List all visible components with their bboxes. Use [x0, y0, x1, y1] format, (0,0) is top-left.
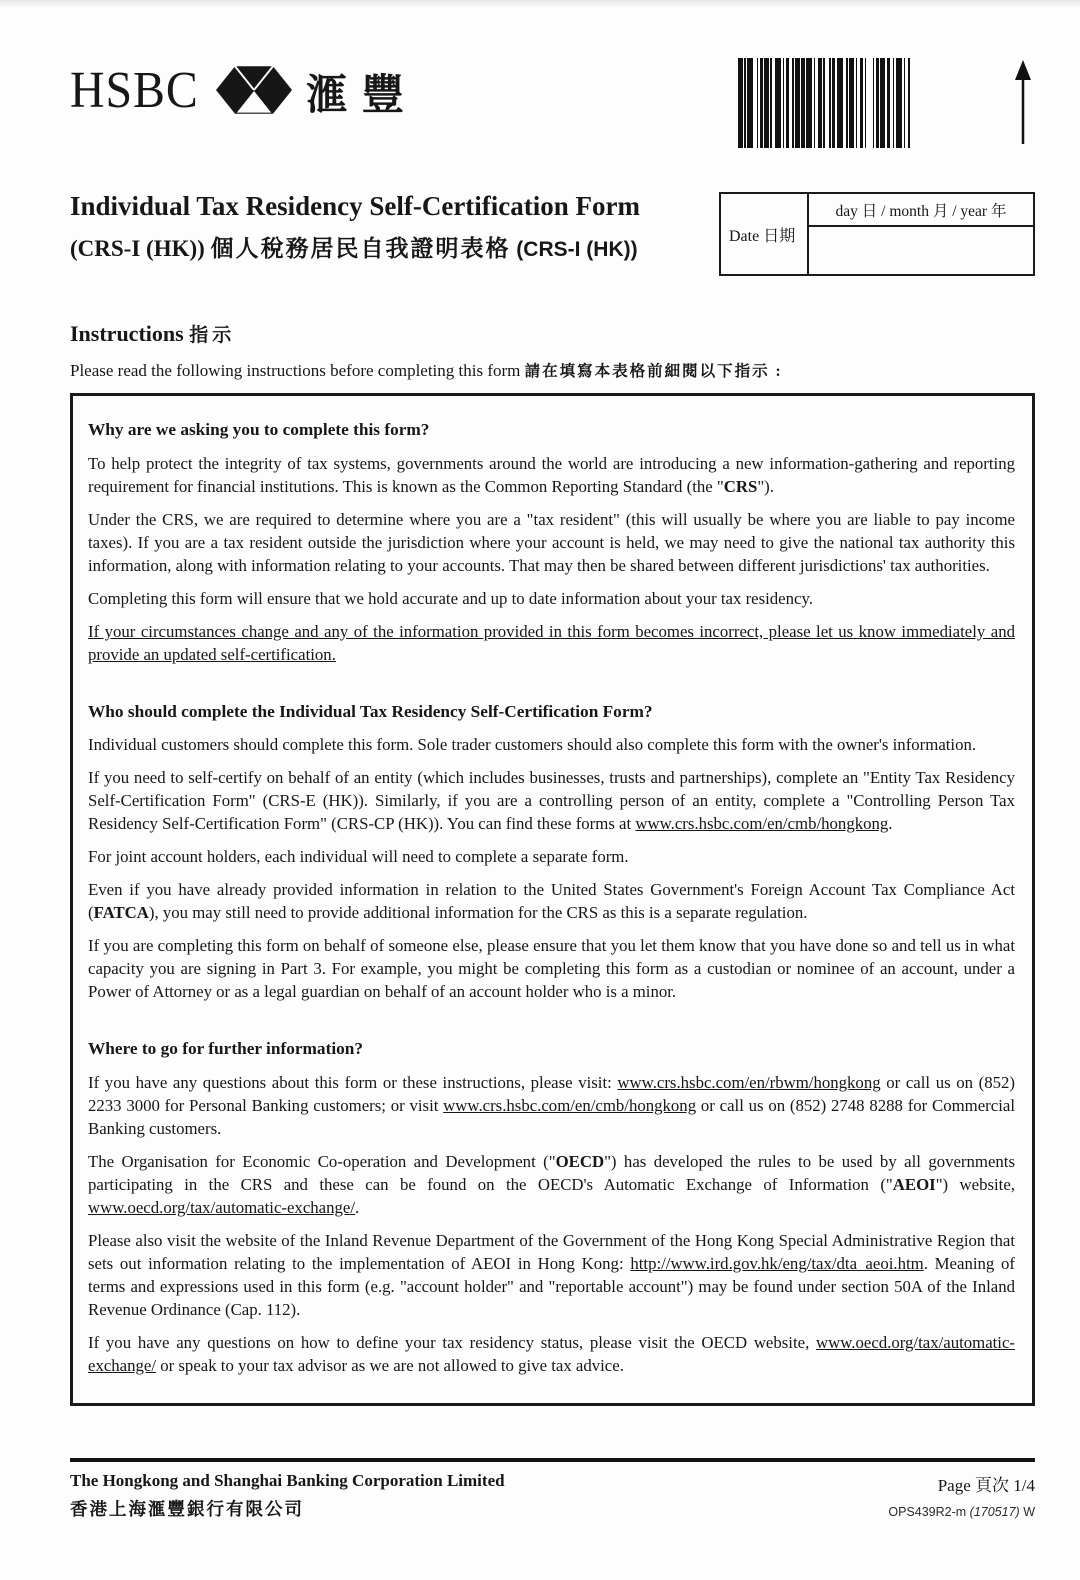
page-header — [70, 52, 1035, 172]
page-footer — [70, 1458, 1035, 1521]
instruction-heading — [88, 418, 1015, 442]
footer-form-code-suffix: W — [1023, 1505, 1035, 1519]
barcode — [738, 58, 910, 148]
instructions-heading-cjk: 指示 — [189, 325, 236, 346]
link[interactable]: www.crs.hsbc.com/en/cmb/hongkong — [443, 1096, 697, 1116]
text-segment: Even if you have already provided information in relation to the United States Government's Foreign Account Tax Compliance Act ( — [88, 880, 1015, 923]
text-segment: ), you may still need to provide additional information for the CRS as this is a separate regulation. — [148, 903, 808, 923]
form-title-line2 — [70, 230, 640, 263]
instructions-intro-cjk: 請在填寫本表格前細閱以下指示 : — [524, 363, 783, 380]
text-segment: The Organisation for Economic Co-operation and Development (" — [88, 1152, 556, 1172]
footer-company-cjk: 香港上海滙豐銀行有限公司 — [70, 1499, 304, 1519]
form-title-line2-prefix: (CRS-I (HK)) — [70, 235, 205, 261]
instruction-paragraph — [88, 508, 1015, 577]
instructions-heading-en: Instructions — [70, 321, 184, 346]
form-title-line2-cjk: 個人稅務居民自我證明表格 — [210, 235, 511, 261]
text-segment: Where to go for further information? — [88, 1039, 364, 1059]
text-segment: If you have any questions on how to define your tax residency status, please visit the OECD website, — [88, 1333, 817, 1353]
link[interactable]: www.crs.hsbc.com/en/cmb/hongkong — [635, 814, 889, 834]
text-segment: FATCA — [93, 903, 149, 923]
instructions-heading — [70, 320, 1035, 347]
form-title-line2-suffix: (CRS-I (HK)) — [516, 237, 638, 261]
link[interactable]: www.oecd.org/tax/automatic-exchange/ — [88, 1333, 1015, 1376]
text-segment: Who should complete the Individual Tax Residency Self-Certification Form? — [88, 701, 653, 721]
hsbc-wordmark: HSBC — [70, 62, 199, 119]
date-box — [719, 192, 1035, 276]
instruction-paragraph — [88, 1150, 1015, 1219]
footer-page-number: Page 頁次 1/4 — [937, 1476, 1035, 1495]
instruction-paragraph — [88, 878, 1015, 924]
text-segment: . — [888, 814, 893, 834]
hsbc-hexagon-icon — [216, 65, 292, 120]
date-input-cell[interactable] — [809, 227, 1033, 274]
text-segment: or call us on (852) 2748 8288 for Commercial Banking customers. — [88, 1096, 1015, 1139]
instructions-intro-en: Please read the following instructions before completing this form — [70, 361, 521, 380]
footer-form-code-id: OPS439R2-m — [888, 1505, 967, 1519]
text-segment: To help protect the integrity of tax systems, governments around the world are introducing a new information-gathering and reporting requirement for financial institutions. This is known as the Common Reporting Standard (the " — [88, 453, 1015, 496]
footer-company-en: The Hongkong and Shanghai Banking Corporation Limited — [70, 1471, 505, 1490]
text-segment: Please also visit the website of the Inland Revenue Department of the Government of the Hong Kong Special Administrative Region that sets out information relating to the implementation of AEOI in Hong Kong: — [88, 1231, 1015, 1274]
text-segment: . Meaning of terms and expressions used in this form (e.g. "account holder" and "reportable account") may be found under section 50A of the Inland Revenue Ordinance (Cap. 112). — [88, 1254, 1016, 1320]
date-format-header: day 日 / month 月 / year 年 — [809, 194, 1033, 227]
text-segment: If you need to self-certify on behalf of an entity (which includes businesses, trusts and partnerships), complete an "Entity Tax Residency Self-Certification Form" (CRS-E (HK)). Similarly, if you are a controlling person of an entity, complete a "Controlling Person Tax Residency Self-Certification Form" (CRS-CP (HK)). You can find these forms at — [88, 768, 1015, 834]
text-segment: . — [355, 1198, 360, 1218]
footer-form-code — [888, 1505, 1035, 1519]
instruction-paragraph — [88, 1071, 1015, 1140]
instruction-paragraph — [88, 620, 1015, 666]
text-segment: or speak to your tax advisor as we are not allowed to give tax advice. — [156, 1356, 624, 1376]
text-segment: If you are completing this form on behalf of someone else, please ensure that you let them know that you have done so and tell us in what capacity you are signing in Part 3. For example, you might be completing this form as a custodian or nominee of an account, under a Power of Attorney or as a legal guardian on behalf of an account holder who is a minor. — [88, 936, 1015, 1002]
instruction-paragraph — [88, 1229, 1015, 1321]
form-title — [70, 190, 640, 263]
text-segment: Under the CRS, we are required to determine where you are a "tax resident" (this will usually be where you are liable to pay income taxes). If you are a tax resident outside the jurisdiction where your account is held, we may need to give the national tax authority this information, along with information relating to your accounts. That may then be shared between different jurisdictions' tax authorities. — [88, 509, 1015, 575]
text-segment: ") has developed the rules to be used by all governments participating in the CRS and these can be found on the OECD's Automatic Exchange of Information (" — [88, 1152, 1015, 1195]
text-segment: AEOI — [892, 1175, 936, 1195]
instruction-paragraph — [88, 766, 1015, 835]
text-segment: or call us on (852) 2233 3000 for Personal Banking customers; or visit — [88, 1073, 1015, 1116]
instruction-paragraph — [88, 452, 1015, 498]
footer-form-code-date: (170517) — [969, 1505, 1020, 1519]
instruction-paragraph — [88, 845, 1015, 868]
text-segment: Why are we asking you to complete this form? — [88, 420, 430, 439]
text-segment: "). — [757, 476, 774, 496]
instruction-heading — [88, 1037, 1015, 1061]
text-segment: If your circumstances change and any of the information provided in this form becomes incorrect, please let us know immediately and provide an updated self-certification. — [88, 621, 1015, 664]
link[interactable]: http://www.ird.gov.hk/eng/tax/dta_aeoi.htm — [630, 1254, 924, 1274]
link[interactable]: www.crs.hsbc.com/en/rbwm/hongkong — [617, 1073, 881, 1093]
instruction-paragraph — [88, 587, 1015, 610]
date-label: Date 日期 — [721, 194, 809, 274]
form-title-line1: Individual Tax Residency Self-Certification Form — [70, 191, 641, 221]
text-segment: OECD — [555, 1152, 605, 1172]
text-segment: Completing this form will ensure that we hold accurate and up to date information about your tax residency. — [88, 588, 813, 608]
text-segment: CRS — [723, 476, 758, 496]
hsbc-logo — [70, 60, 418, 122]
text-segment: ") website, — [935, 1175, 1015, 1195]
instruction-heading — [88, 700, 1015, 724]
link[interactable]: www.oecd.org/tax/automatic-exchange/ — [88, 1198, 355, 1218]
hsbc-logo-cjk: 滙豐 — [305, 73, 418, 119]
text-segment: Individual customers should complete this form. Sole trader customers should also complete this form with the owner's information. — [88, 735, 977, 755]
instruction-paragraph — [88, 1331, 1015, 1377]
instructions-intro — [70, 359, 1035, 381]
instructions-box — [70, 393, 1035, 1406]
instruction-paragraph — [88, 934, 1015, 1003]
up-arrow-icon — [1010, 60, 1036, 151]
text-segment: If you have any questions about this form or these instructions, please visit: — [88, 1073, 618, 1093]
text-segment: For joint account holders, each individual will need to complete a separate form. — [88, 847, 629, 867]
instruction-paragraph — [88, 733, 1015, 756]
